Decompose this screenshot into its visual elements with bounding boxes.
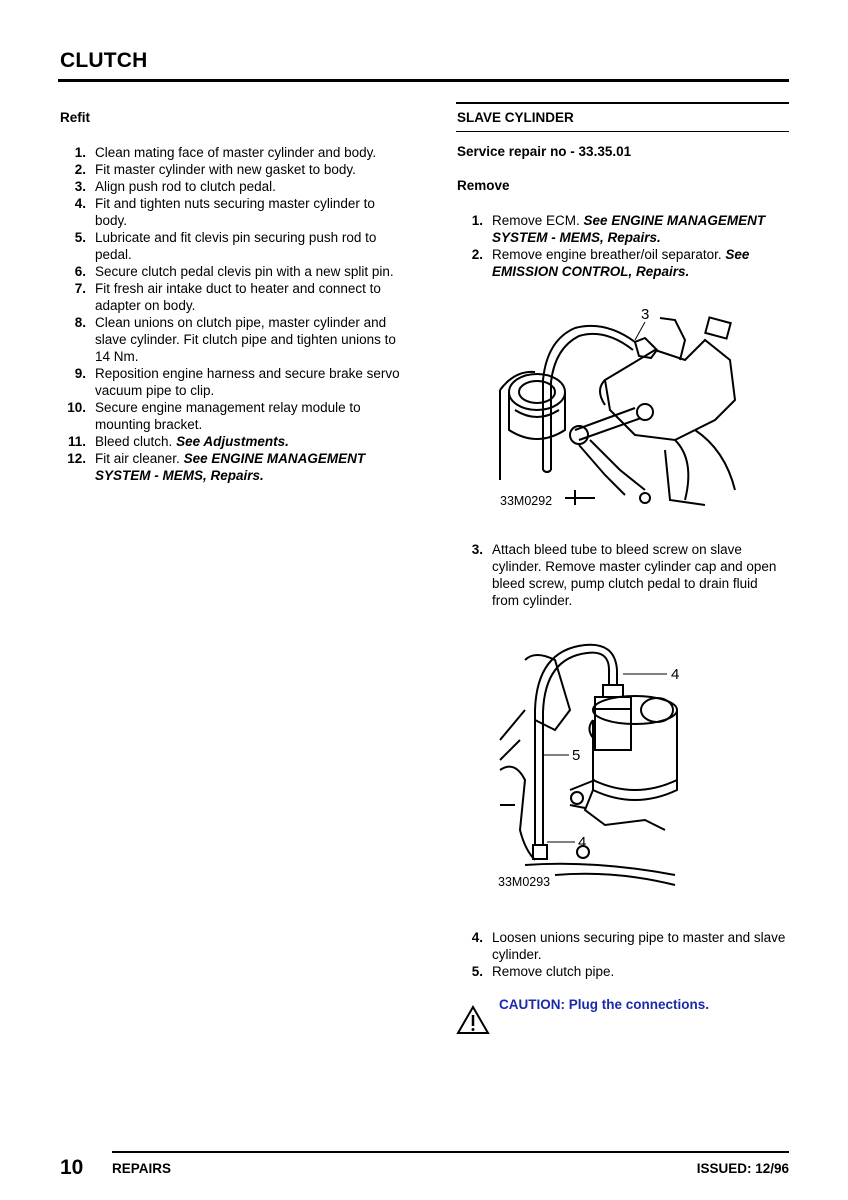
list-item	[60, 314, 400, 365]
step-number: 11.	[67, 434, 86, 449]
page-number: 10	[60, 1156, 84, 1179]
figure-callout: 3	[641, 306, 650, 323]
step-number: 3.	[471, 542, 483, 557]
list-item	[60, 450, 400, 484]
step-text: Remove clutch pipe.	[492, 964, 615, 979]
refit-heading: Refit	[60, 110, 90, 125]
remove-steps-c	[457, 929, 787, 980]
step-number: 4.	[471, 930, 483, 945]
list-item	[457, 929, 787, 963]
cross-reference: See Adjustments.	[176, 434, 289, 449]
step-text: Remove ECM.	[492, 213, 580, 228]
remove-heading: Remove	[457, 178, 510, 193]
caution-text: CAUTION: Plug the connections.	[499, 997, 710, 1012]
step-number: 1.	[471, 213, 483, 228]
footer-section: REPAIRS	[112, 1161, 172, 1176]
list-item	[457, 963, 787, 980]
step-text: Secure clutch pedal clevis pin with a new split pin.	[95, 264, 394, 279]
figure-label: 33M0292	[500, 494, 553, 508]
list-item	[457, 246, 787, 280]
cross-reference: See ENGINE MANAGEMENT SYSTEM - MEMS, Repairs.	[492, 213, 766, 245]
list-item	[60, 280, 400, 314]
figure-33m0292	[495, 300, 745, 515]
step-number: 3.	[74, 179, 86, 194]
cross-reference: See EMISSION CONTROL, Repairs.	[492, 247, 750, 279]
step-text: Fit fresh air intake duct to heater and connect to adapter on body.	[95, 281, 381, 313]
step-number: 7.	[74, 281, 86, 296]
list-item	[60, 161, 400, 178]
list-item	[60, 365, 400, 399]
list-item	[60, 433, 400, 450]
list-item	[457, 541, 787, 609]
remove-steps-b	[457, 541, 787, 609]
step-number: 10.	[67, 400, 86, 415]
step-number: 2.	[471, 247, 483, 262]
step-text: Clean mating face of master cylinder and body.	[95, 145, 377, 160]
section-rule-bottom	[456, 131, 789, 132]
step-text: Clean unions on clutch pipe, master cylinder and slave cylinder. Fit clutch pipe and tighten unions to 14 Nm.	[95, 315, 396, 364]
figure-callout-mid: 5	[572, 747, 581, 764]
list-item	[60, 399, 400, 433]
slave-cylinder-heading: SLAVE CYLINDER	[457, 110, 574, 125]
step-text: Fit and tighten nuts securing master cylinder to body.	[95, 196, 375, 228]
step-text: Reposition engine harness and secure brake servo vacuum pipe to clip.	[95, 366, 400, 398]
step-text: Align push rod to clutch pedal.	[95, 179, 276, 194]
figure-label: 33M0293	[498, 875, 551, 889]
list-item	[60, 144, 400, 161]
service-repair-number: Service repair no - 33.35.01	[457, 144, 632, 159]
step-text: Remove engine breather/oil separator.	[492, 247, 722, 262]
step-number: 1.	[74, 145, 86, 160]
step-text: Lubricate and fit clevis pin securing push rod to pedal.	[95, 230, 377, 262]
figure-33m0293	[495, 630, 685, 895]
list-item	[60, 195, 400, 229]
step-text: Attach bleed tube to bleed screw on slave cylinder. Remove master cylinder cap and open bleed screw, pump clutch pedal to drain fluid from cylinder.	[492, 542, 777, 608]
step-text: Bleed clutch.	[95, 434, 173, 449]
step-number: 5.	[74, 230, 86, 245]
list-item	[60, 229, 400, 263]
footer-rule	[112, 1151, 789, 1153]
step-number: 5.	[471, 964, 483, 979]
step-number: 12.	[67, 451, 86, 466]
figure-callout-bot: 4	[578, 834, 587, 851]
step-text: Fit air cleaner.	[95, 451, 180, 466]
step-text: Secure engine management relay module to mounting bracket.	[95, 400, 361, 432]
remove-steps-a	[457, 212, 787, 280]
step-number: 9.	[74, 366, 86, 381]
header-rule	[58, 79, 789, 82]
warning-triangle-icon	[456, 1005, 490, 1035]
page-title: CLUTCH	[60, 49, 148, 72]
step-number: 6.	[74, 264, 86, 279]
list-item	[60, 178, 400, 195]
list-item	[60, 263, 400, 280]
step-number: 4.	[74, 196, 86, 211]
cross-reference: See ENGINE MANAGEMENT SYSTEM - MEMS, Repairs.	[95, 451, 366, 483]
step-number: 8.	[74, 315, 86, 330]
refit-list	[60, 144, 400, 484]
figure-callout-top: 4	[671, 666, 680, 683]
section-rule-top	[456, 102, 789, 104]
list-item	[457, 212, 787, 246]
footer-issued: ISSUED: 12/96	[696, 1161, 789, 1176]
step-text: Fit master cylinder with new gasket to body.	[95, 162, 356, 177]
step-text: Loosen unions securing pipe to master and slave cylinder.	[492, 930, 786, 962]
step-number: 2.	[74, 162, 86, 177]
